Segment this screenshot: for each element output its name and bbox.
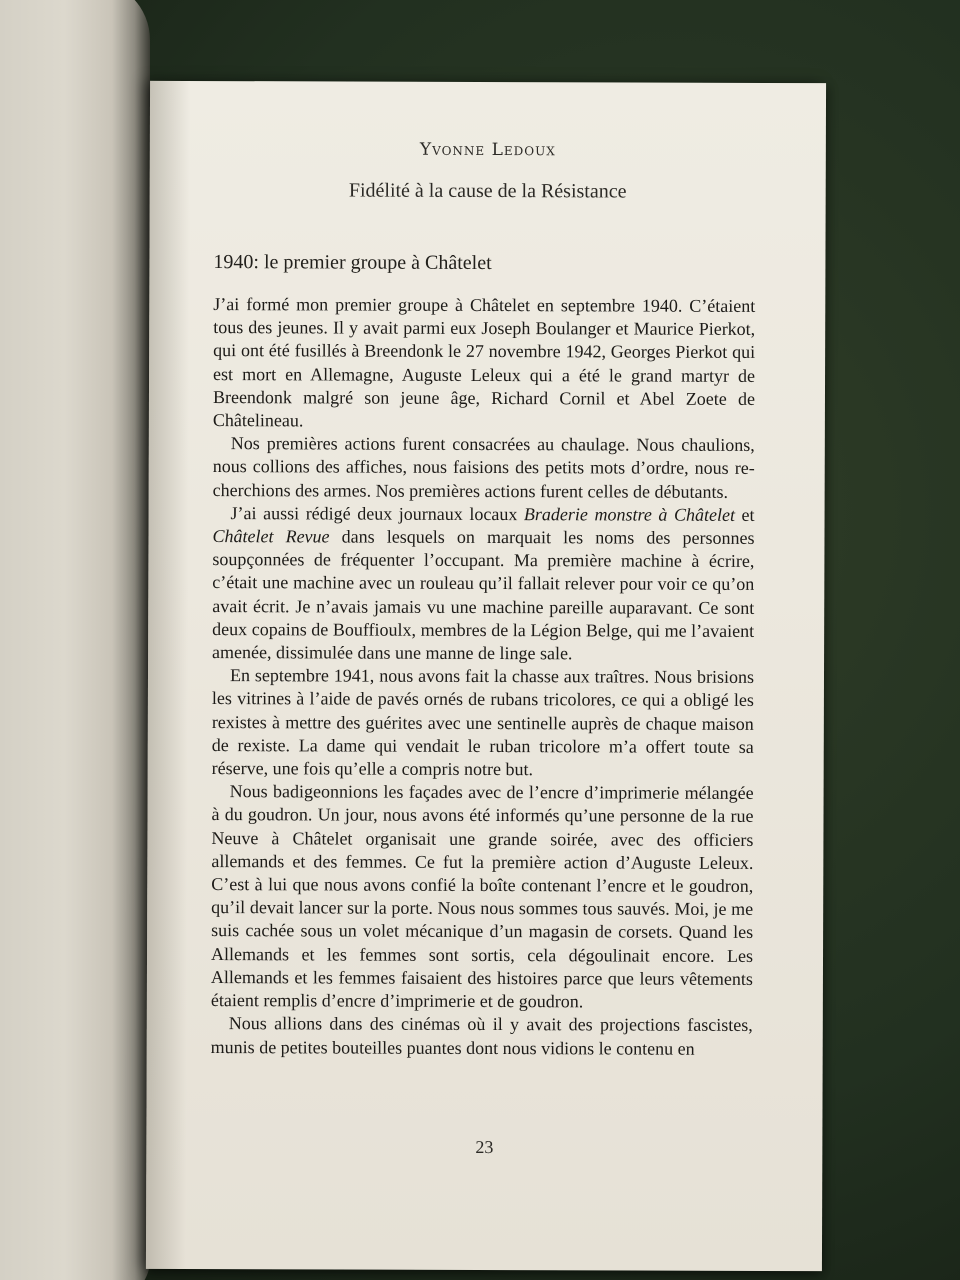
paragraph-3-text-a: J’ai aussi rédigé deux journaux locaux [230, 502, 524, 524]
newspaper-title-braderie: Braderie monstre à Châtelet [523, 503, 736, 525]
paragraph-4: En septembre 1941, nous avons fait la chasse aux traîtres. Nous brisions les vitrines à l’aide de pavés ornés de rubans tricolores, ce qui a obligé les rexistes à mettre des guérites avec une sentinelle auprès de chaque maison de rexiste. La dame qui vendait le ruban tricolore m’a offert toute sa réserve, une fois qu’elle a compris notre but. [211, 665, 755, 780]
page-number: 23 [475, 1136, 494, 1158]
paragraph-1: J’ai formé mon premier groupe à Châtelet en septembre 1940. C’étaient tous des jeunes. Il y avait parmi eux Joseph Boulanger et Maurice Pierkot, qui ont été fusillés à Breendonk le 27 novembre 1942, Georges Pierkot qui est mort en Allemagne, Auguste Leleux qui a été le grand martyr de Breendonk malgré son jeune âge, Richard Cornil et Abel Zoete de Châtelineau. [212, 294, 756, 431]
paragraph-3-text-b: et [734, 504, 755, 525]
paragraph-3-text-c: dans lesquels on marquait les noms des personnes soupçonnées de fréquenter l’occupant. Ma première machine à écrire, c’était une machine avec un rouleau qu’il fallait relever pour voir ce qu’on avait écrit. Je n’avais jamais vu une machine pareille auparavant. Ce sont deux copains de Bouffioulx, membres de la Légion Belge, qui me l’avaient amenée, dissimulée dans une manne de linge sale. [212, 526, 755, 664]
paragraph-5: Nous badigeonnions les façades avec de l’encre d’imprimerie mélangée à du goudron. Un jour, nous avons été informés qu’une personne de la rue Neuve à Châtelet organisait une grande soirée, avec des officiers allemands et des femmes. Ce fut la première action d’Auguste Leleux. C’est à lui que nous avons confié la boîte contenant l’encre et le goudron, qu’il devait lancer sur la porte. Nous nous sommes tous sauvés. Moi, je me suis cachée sous un volet mécanique d’un magasin de corsets. Quand les Allemands et les femmes sont sortis, cela dégoulinait encore. Les Allemands et les femmes faisaient des histoires parce que leurs vêtements étaient remplis d’encre d’imprimerie et de goudron. [210, 781, 754, 1012]
chapter-title: Fidélité à la cause de la Résistance [348, 179, 627, 203]
paragraph-3 [212, 502, 755, 666]
left-page-edge [0, 0, 150, 1280]
paragraph-6: Nous allions dans des cinémas où il y avait des projections fascistes, munis de petites bouteilles puantes dont nous vidions le contenu en [210, 1013, 753, 1059]
body-text [211, 293, 756, 1061]
running-header-author: Yvonne Ledoux [419, 139, 556, 161]
paragraph-2: Nos premières actions furent consacrées au chaulage. Nous chaulions, nous collions des affiches, nous faisions des petits mots d’ordre, nous recherchions des armes. Nos premières actions furent celles de débutants. [212, 433, 755, 502]
section-heading: 1940: le premier groupe à Châtelet [213, 251, 492, 275]
newspaper-title-chatelet-revue: Châtelet Revue [212, 526, 330, 547]
book-page [146, 81, 826, 1271]
